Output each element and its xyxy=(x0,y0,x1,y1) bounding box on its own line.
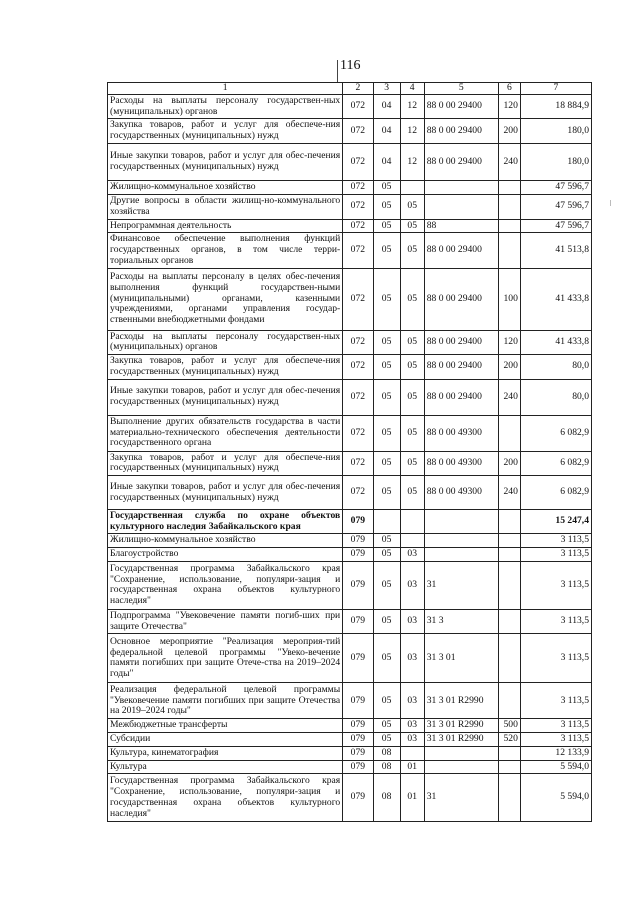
row-name-cell: Культура, кинематография xyxy=(108,746,343,760)
table-row xyxy=(108,415,592,451)
row-name-cell: Государственная программа Забайкальского края "Сохранение, использование, популяри-зация и государственная охрана объектов культурного наследия" xyxy=(108,561,343,609)
table-row xyxy=(108,760,592,774)
row-name-cell: Расходы на выплаты персоналу государствен-ных (муниципальных) органов xyxy=(108,330,343,354)
row-section-cell: 05 xyxy=(373,233,400,268)
row-subsection-cell: 05 xyxy=(400,219,424,233)
row-name-cell: Жилищно-коммунальное хозяйство xyxy=(108,180,343,194)
row-grbs-cell: 079 xyxy=(343,561,373,609)
row-name-cell: Межбюджетные трансферты xyxy=(108,719,343,733)
row-name-cell: Подпрограмма "Увековечение памяти погиб-ших при защите Отечества" xyxy=(108,609,343,633)
row-section-cell: 05 xyxy=(373,415,400,451)
row-subsection-cell xyxy=(400,180,424,194)
row-target-article-cell: 88 0 00 49300 xyxy=(424,451,498,475)
row-subsection-cell: 12 xyxy=(400,143,424,180)
row-target-article-cell: 88 0 00 29400 xyxy=(424,268,498,330)
header-col-6: 6 xyxy=(498,83,520,95)
row-expense-type-cell xyxy=(498,180,520,194)
row-grbs-cell: 072 xyxy=(343,233,373,268)
row-subsection-cell: 05 xyxy=(400,451,424,475)
row-subsection-cell: 05 xyxy=(400,194,424,219)
row-expense-type-cell: 240 xyxy=(498,476,520,510)
row-grbs-cell: 072 xyxy=(343,476,373,510)
scan-mark xyxy=(610,200,611,206)
row-grbs-cell: 072 xyxy=(343,415,373,451)
row-expense-type-cell: 520 xyxy=(498,733,520,747)
row-name-cell: Другие вопросы в области жилищ-но-коммунального хозяйства xyxy=(108,194,343,219)
row-grbs-cell: 072 xyxy=(343,143,373,180)
row-section-cell: 05 xyxy=(373,219,400,233)
row-section-cell: 05 xyxy=(373,330,400,354)
row-subsection-cell: 05 xyxy=(400,233,424,268)
row-subsection-cell: 05 xyxy=(400,379,424,415)
row-section-cell: 05 xyxy=(373,634,400,683)
row-amount-cell: 18 884,9 xyxy=(520,95,591,119)
table-row xyxy=(108,194,592,219)
row-amount-cell: 3 113,5 xyxy=(520,634,591,683)
header-col-5: 5 xyxy=(424,83,498,95)
row-section-cell: 05 xyxy=(373,268,400,330)
row-section-cell: 04 xyxy=(373,95,400,119)
row-expense-type-cell: 240 xyxy=(498,143,520,180)
row-expense-type-cell xyxy=(498,760,520,774)
row-name-cell: Расходы на выплаты персоналу государствен-ных (муниципальных) органов xyxy=(108,95,343,119)
row-subsection-cell xyxy=(400,534,424,548)
row-amount-cell: 6 082,9 xyxy=(520,451,591,475)
row-subsection-cell: 01 xyxy=(400,774,424,822)
row-subsection-cell xyxy=(400,746,424,760)
row-expense-type-cell: 120 xyxy=(498,330,520,354)
table-row xyxy=(108,719,592,733)
row-name-cell: Основное мероприятие "Реализация мероприя-тий федеральной целевой программы "Увеко-вечение памяти погибших при защите Отече-ства на 2019–2024 годы" xyxy=(108,634,343,683)
row-expense-type-cell: 500 xyxy=(498,719,520,733)
table-row xyxy=(108,379,592,415)
row-amount-cell: 47 596,7 xyxy=(520,180,591,194)
row-section-cell: 05 xyxy=(373,683,400,719)
row-expense-type-cell xyxy=(498,683,520,719)
table-row xyxy=(108,219,592,233)
row-target-article-cell: 88 xyxy=(424,219,498,233)
table-row xyxy=(108,119,592,143)
row-grbs-cell: 079 xyxy=(343,733,373,747)
row-expense-type-cell xyxy=(498,774,520,822)
row-section-cell: 05 xyxy=(373,733,400,747)
row-amount-cell: 15 247,4 xyxy=(520,510,591,534)
row-name-cell: Закупка товаров, работ и услуг для обеспече-ния государственных (муниципальных) нужд xyxy=(108,119,343,143)
row-grbs-cell: 079 xyxy=(343,746,373,760)
row-section-cell: 05 xyxy=(373,609,400,633)
row-amount-cell: 180,0 xyxy=(520,143,591,180)
row-target-article-cell: 88 0 00 29400 xyxy=(424,355,498,379)
row-section-cell: 05 xyxy=(373,355,400,379)
table-row xyxy=(108,746,592,760)
row-expense-type-cell xyxy=(498,415,520,451)
header-col-1: 1 xyxy=(108,83,343,95)
row-section-cell: 05 xyxy=(373,561,400,609)
row-name-cell: Расходы на выплаты персоналу в целях обес-печения выполнения функций государствен-ными (муниципальными) органами, казенными учреждениями, органами управления государ-ственными внебюджетными фондами xyxy=(108,268,343,330)
row-amount-cell: 41 513,8 xyxy=(520,233,591,268)
row-target-article-cell: 31 xyxy=(424,774,498,822)
table-row xyxy=(108,355,592,379)
row-target-article-cell: 31 3 xyxy=(424,609,498,633)
row-subsection-cell: 03 xyxy=(400,609,424,633)
row-subsection-cell: 03 xyxy=(400,634,424,683)
table-row xyxy=(108,330,592,354)
row-grbs-cell: 079 xyxy=(343,719,373,733)
row-target-article-cell xyxy=(424,746,498,760)
table-header-row xyxy=(108,83,592,95)
row-target-article-cell: 31 3 01 R2990 xyxy=(424,733,498,747)
row-amount-cell: 6 082,9 xyxy=(520,415,591,451)
row-section-cell xyxy=(373,510,400,534)
row-target-article-cell: 88 0 00 29400 xyxy=(424,379,498,415)
row-grbs-cell: 079 xyxy=(343,548,373,562)
row-subsection-cell: 05 xyxy=(400,268,424,330)
table-row xyxy=(108,451,592,475)
table-row xyxy=(108,180,592,194)
table-row xyxy=(108,683,592,719)
row-target-article-cell xyxy=(424,534,498,548)
row-grbs-cell: 072 xyxy=(343,355,373,379)
row-subsection-cell xyxy=(400,510,424,534)
row-section-cell: 05 xyxy=(373,180,400,194)
budget-table xyxy=(107,82,592,822)
row-amount-cell: 80,0 xyxy=(520,379,591,415)
row-target-article-cell: 88 0 00 29400 xyxy=(424,119,498,143)
row-grbs-cell: 072 xyxy=(343,180,373,194)
row-name-cell: Государственная служба по охране объектов культурного наследия Забайкальского края xyxy=(108,510,343,534)
row-amount-cell: 3 113,5 xyxy=(520,683,591,719)
row-section-cell: 05 xyxy=(373,719,400,733)
row-expense-type-cell: 200 xyxy=(498,355,520,379)
table-row xyxy=(108,510,592,534)
row-name-cell: Реализация федеральной целевой программы "Увековечение памяти погибших при защите Отечества на 2019–2024 годы" xyxy=(108,683,343,719)
row-target-article-cell xyxy=(424,760,498,774)
row-name-cell: Субсидии xyxy=(108,733,343,747)
row-grbs-cell: 079 xyxy=(343,760,373,774)
row-name-cell: Финансовое обеспечение выполнения функций государственных органов, в том числе терри-ториальных органов xyxy=(108,233,343,268)
page-number: 116 xyxy=(340,58,361,73)
row-subsection-cell: 03 xyxy=(400,548,424,562)
row-section-cell: 05 xyxy=(373,534,400,548)
table-row xyxy=(108,268,592,330)
row-section-cell: 08 xyxy=(373,774,400,822)
table-row xyxy=(108,548,592,562)
row-target-article-cell: 88 0 00 29400 xyxy=(424,330,498,354)
row-expense-type-cell: 240 xyxy=(498,379,520,415)
row-expense-type-cell xyxy=(498,561,520,609)
row-grbs-cell: 072 xyxy=(343,268,373,330)
table-row xyxy=(108,143,592,180)
row-section-cell: 04 xyxy=(373,143,400,180)
row-expense-type-cell xyxy=(498,634,520,683)
row-expense-type-cell: 200 xyxy=(498,451,520,475)
row-section-cell: 04 xyxy=(373,119,400,143)
header-col-3: 3 xyxy=(373,83,400,95)
row-amount-cell: 47 596,7 xyxy=(520,219,591,233)
row-section-cell: 05 xyxy=(373,451,400,475)
row-amount-cell: 3 113,5 xyxy=(520,733,591,747)
row-target-article-cell xyxy=(424,180,498,194)
row-subsection-cell: 05 xyxy=(400,415,424,451)
row-amount-cell: 180,0 xyxy=(520,119,591,143)
row-expense-type-cell xyxy=(498,510,520,534)
row-expense-type-cell xyxy=(498,609,520,633)
row-grbs-cell: 079 xyxy=(343,774,373,822)
table-row xyxy=(108,634,592,683)
row-grbs-cell: 079 xyxy=(343,510,373,534)
row-target-article-cell: 88 0 00 29400 xyxy=(424,233,498,268)
row-amount-cell: 5 594,0 xyxy=(520,774,591,822)
row-subsection-cell: 03 xyxy=(400,683,424,719)
row-subsection-cell: 12 xyxy=(400,119,424,143)
row-name-cell: Государственная программа Забайкальского края "Сохранение, использование, популяри-зация и государственная охрана объектов культурного наследия" xyxy=(108,774,343,822)
row-name-cell: Жилищно-коммунальное хозяйство xyxy=(108,534,343,548)
row-subsection-cell: 03 xyxy=(400,719,424,733)
row-name-cell: Закупка товаров, работ и услуг для обеспече-ния государственных (муниципальных) нужд xyxy=(108,355,343,379)
row-amount-cell: 5 594,0 xyxy=(520,760,591,774)
row-grbs-cell: 072 xyxy=(343,119,373,143)
row-amount-cell: 12 133,9 xyxy=(520,746,591,760)
row-amount-cell: 41 433,8 xyxy=(520,330,591,354)
row-section-cell: 08 xyxy=(373,746,400,760)
row-grbs-cell: 079 xyxy=(343,683,373,719)
row-expense-type-cell xyxy=(498,233,520,268)
row-name-cell: Выполнение других обязательств государства в части материально-технического обеспечения деятельности государственного органа xyxy=(108,415,343,451)
table-row xyxy=(108,609,592,633)
header-col-7: 7 xyxy=(520,83,591,95)
row-target-article-cell: 31 3 01 R2990 xyxy=(424,719,498,733)
row-grbs-cell: 072 xyxy=(343,379,373,415)
row-name-cell: Иные закупки товаров, работ и услуг для обес-печения государственных (муниципальных) нужд xyxy=(108,379,343,415)
row-amount-cell: 47 596,7 xyxy=(520,194,591,219)
row-amount-cell: 3 113,5 xyxy=(520,548,591,562)
row-target-article-cell: 88 0 00 29400 xyxy=(424,143,498,180)
page-number-tick xyxy=(337,60,338,82)
row-subsection-cell: 12 xyxy=(400,95,424,119)
row-target-article-cell: 31 xyxy=(424,561,498,609)
row-name-cell: Иные закупки товаров, работ и услуг для обес-печения государственных (муниципальных) нужд xyxy=(108,143,343,180)
row-amount-cell: 41 433,8 xyxy=(520,268,591,330)
row-expense-type-cell xyxy=(498,534,520,548)
row-expense-type-cell: 200 xyxy=(498,119,520,143)
row-grbs-cell: 079 xyxy=(343,609,373,633)
table-row xyxy=(108,561,592,609)
row-name-cell: Иные закупки товаров, работ и услуг для обес-печения государственных (муниципальных) нужд xyxy=(108,476,343,510)
row-target-article-cell xyxy=(424,510,498,534)
row-subsection-cell: 05 xyxy=(400,355,424,379)
header-col-2: 2 xyxy=(343,83,373,95)
row-grbs-cell: 079 xyxy=(343,634,373,683)
row-expense-type-cell xyxy=(498,194,520,219)
row-subsection-cell: 01 xyxy=(400,760,424,774)
table-row xyxy=(108,733,592,747)
table-row xyxy=(108,476,592,510)
row-target-article-cell xyxy=(424,548,498,562)
row-grbs-cell: 072 xyxy=(343,194,373,219)
row-amount-cell: 3 113,5 xyxy=(520,719,591,733)
row-target-article-cell: 31 3 01 xyxy=(424,634,498,683)
header-col-4: 4 xyxy=(400,83,424,95)
row-amount-cell: 3 113,5 xyxy=(520,561,591,609)
row-amount-cell: 3 113,5 xyxy=(520,534,591,548)
row-section-cell: 05 xyxy=(373,548,400,562)
row-subsection-cell: 05 xyxy=(400,330,424,354)
row-expense-type-cell xyxy=(498,746,520,760)
row-expense-type-cell xyxy=(498,219,520,233)
table-row xyxy=(108,233,592,268)
row-name-cell: Непрограммная деятельность xyxy=(108,219,343,233)
row-name-cell: Закупка товаров, работ и услуг для обеспече-ния государственных (муниципальных) нужд xyxy=(108,451,343,475)
row-target-article-cell: 88 0 00 49300 xyxy=(424,476,498,510)
row-target-article-cell: 88 0 00 29400 xyxy=(424,95,498,119)
row-grbs-cell: 079 xyxy=(343,534,373,548)
row-target-article-cell: 88 0 00 49300 xyxy=(424,415,498,451)
row-name-cell: Культура xyxy=(108,760,343,774)
row-grbs-cell: 072 xyxy=(343,330,373,354)
row-target-article-cell: 31 3 01 R2990 xyxy=(424,683,498,719)
row-grbs-cell: 072 xyxy=(343,219,373,233)
row-subsection-cell: 03 xyxy=(400,733,424,747)
row-expense-type-cell: 100 xyxy=(498,268,520,330)
row-target-article-cell xyxy=(424,194,498,219)
row-amount-cell: 6 082,9 xyxy=(520,476,591,510)
row-amount-cell: 80,0 xyxy=(520,355,591,379)
row-section-cell: 08 xyxy=(373,760,400,774)
row-name-cell: Благоустройство xyxy=(108,548,343,562)
row-subsection-cell: 03 xyxy=(400,561,424,609)
table-row xyxy=(108,95,592,119)
row-expense-type-cell: 120 xyxy=(498,95,520,119)
row-section-cell: 05 xyxy=(373,194,400,219)
table-row xyxy=(108,534,592,548)
row-amount-cell: 3 113,5 xyxy=(520,609,591,633)
row-grbs-cell: 072 xyxy=(343,95,373,119)
row-section-cell: 05 xyxy=(373,379,400,415)
table-row xyxy=(108,774,592,822)
row-subsection-cell: 05 xyxy=(400,476,424,510)
row-grbs-cell: 072 xyxy=(343,451,373,475)
row-section-cell: 05 xyxy=(373,476,400,510)
row-expense-type-cell xyxy=(498,548,520,562)
